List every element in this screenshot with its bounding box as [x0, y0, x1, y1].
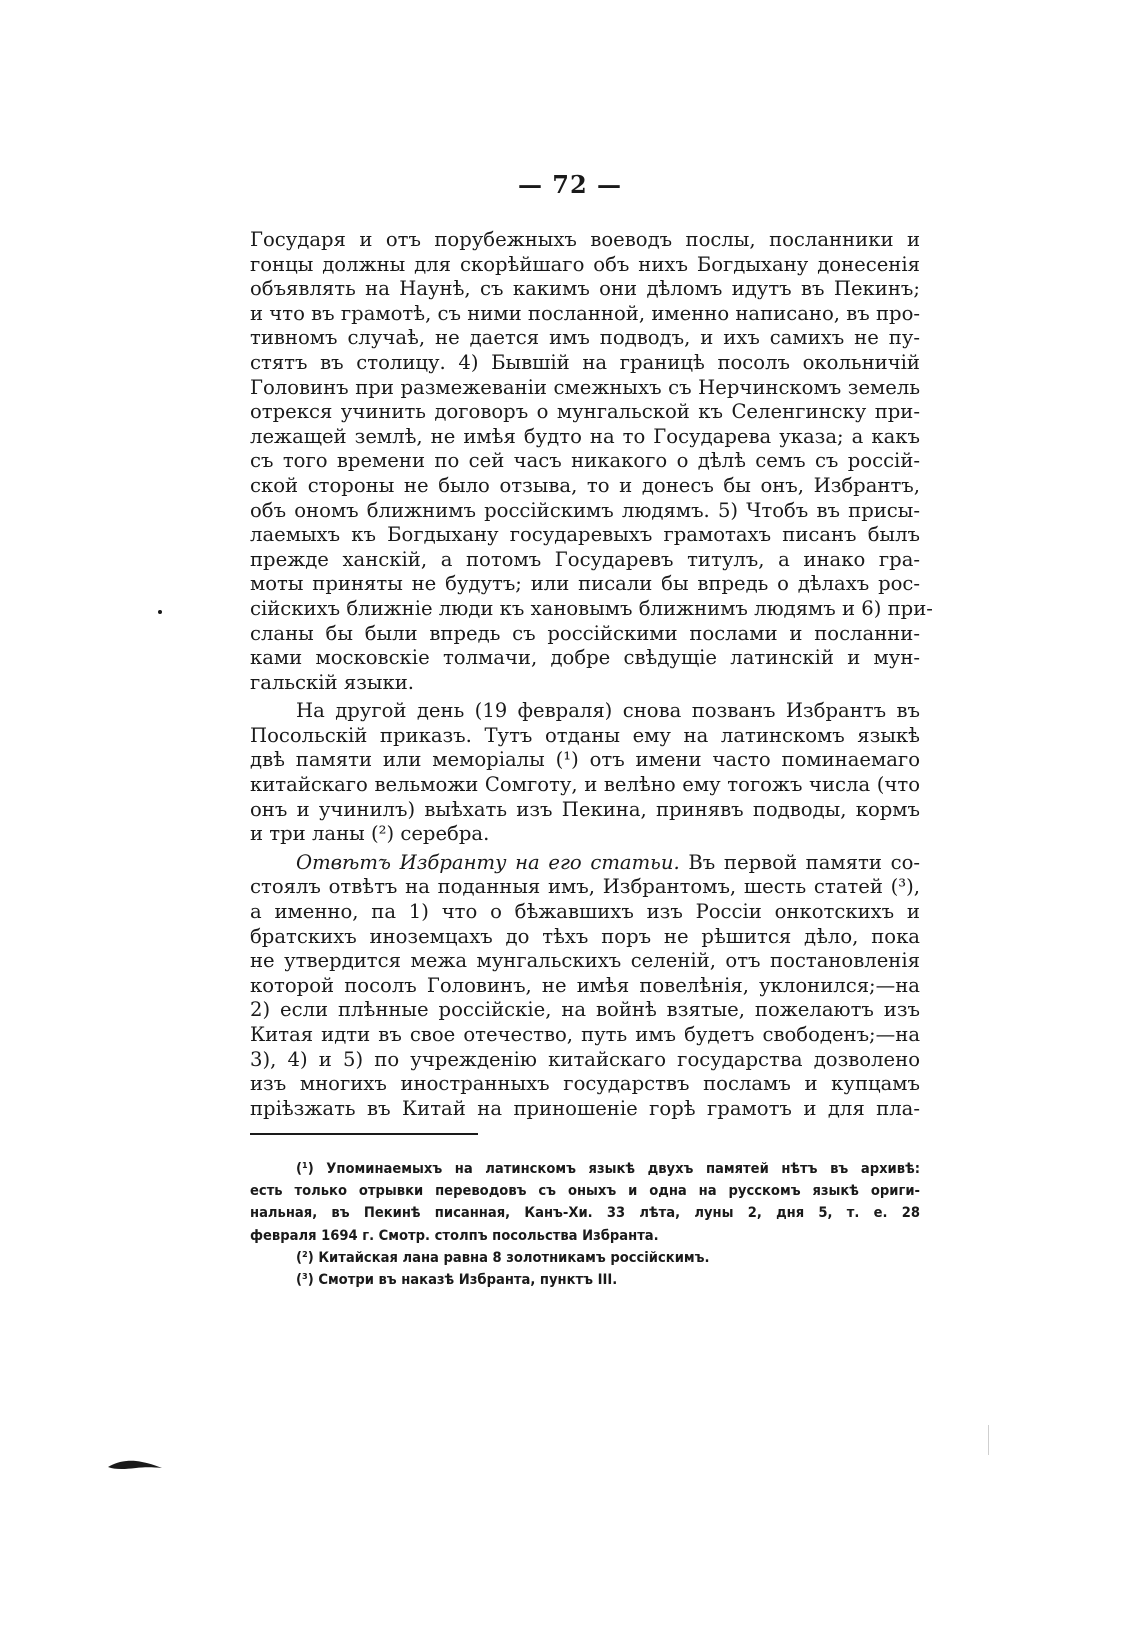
- text-line: На другой день (19 февраля) снова позванъ Избрантъ въ: [296, 699, 920, 723]
- text-line: Головинъ при размежеваніи смежныхъ съ Нерчинскомъ земель: [250, 375, 920, 399]
- text-line: которой посолъ Головинъ, не имѣя повелѣнія, уклонился;—на: [250, 973, 920, 997]
- text-line: сійскихъ ближніе люди къ хановымъ ближнимъ людямъ и 6) при-: [250, 596, 933, 620]
- text-line: братскихъ иноземцахъ до тѣхъ поръ не рѣшится дѣло, пока: [250, 924, 920, 948]
- text-line: а именно, па 1) что о бѣжавшихъ изъ Россіи онкотскихъ и: [250, 900, 920, 924]
- text-line: и три ланы (²) серебра.: [250, 822, 490, 846]
- text-line: ской стороны не было отзыва, то и донесъ бы онъ, Избрантъ,: [250, 473, 920, 497]
- text-line: [250, 851, 920, 876]
- footnote-2: [250, 1247, 920, 1269]
- text-line: стоялъ отвѣтъ на поданныя имъ, Избрантомъ, шесть статей (³),: [250, 875, 920, 899]
- text-line: гальскій языки.: [250, 670, 415, 694]
- text-line: 3), 4) и 5) по учрежденію китайскаго государства дозволено: [250, 1047, 920, 1071]
- text-line: 2) если плѣнные россійскіе, на войнѣ взятые, пожелаютъ изъ: [250, 998, 920, 1022]
- text-line: Китая идти въ свое отечество, путь имъ будетъ свободенъ;—на: [250, 1023, 920, 1046]
- footnote-line: есть только отрывки переводовъ съ оныхъ и одна на русскомъ языкѣ ориги-: [250, 1182, 920, 1200]
- text-line: лаемыхъ къ Богдыхану государевыхъ грамотахъ писанъ былъ: [250, 523, 920, 547]
- text-line: тивномъ случаѣ, не дается имъ подводъ, и ихъ самихъ не пу-: [250, 326, 920, 350]
- text-line: съ того времени по сей часъ никакого о дѣлѣ семъ съ россій-: [250, 449, 920, 473]
- scan-speck: [158, 610, 162, 614]
- text-line: ками московскіе толмачи, добре свѣдущіе латинскій и мун-: [250, 646, 920, 670]
- paragraph-second: [250, 699, 920, 847]
- footnote-line: нальная, въ Пекинѣ писанная, Канъ-Хи. 33 лѣта, луны 2, дня 5, т. е. 28: [250, 1204, 920, 1222]
- paragraph-continuation: [250, 228, 933, 695]
- paragraph-third: [250, 851, 920, 1122]
- text-line: объявлять на Наунѣ, съ какимъ они дѣломъ идутъ въ Пекинъ;: [250, 277, 920, 301]
- text-line: объ ономъ ближнимъ россійскимъ людямъ. 5) Чтобъ въ присы-: [250, 498, 920, 522]
- text-line: стятъ въ столицу. 4) Бывшій на границѣ посолъ окольничій: [250, 350, 920, 374]
- section-heading: Отвѣтъ Избранту на его статьи.: [296, 850, 680, 874]
- text-line: онъ и учинилъ) выѣхать изъ Пекина, принявъ подводы, кормъ: [250, 797, 920, 821]
- footnote-3: [250, 1269, 920, 1291]
- footnotes: [250, 1158, 920, 1291]
- footnote-line: (²) Китайская лана равна 8 золотникамъ россійскимъ.: [296, 1248, 710, 1266]
- scan-speck: [988, 1425, 989, 1455]
- text-fragment: Въ первой памяти со-: [679, 850, 920, 874]
- footnote-divider: [250, 1133, 478, 1135]
- text-line: Посольскій приказъ. Тутъ отданы ему на латинскомъ языкѣ: [250, 723, 920, 747]
- text-line: китайскаго вельможи Сомготу, и велѣно ему тогожъ числа (что: [250, 773, 920, 797]
- footnote-line: февраля 1694 г. Смотр. столпъ посольства Избранта.: [250, 1226, 659, 1244]
- text-line: гонцы должны для скорѣйшаго объ нихъ Богдыхану донесенія: [250, 252, 920, 276]
- ink-blot-mark: [108, 1458, 162, 1472]
- main-text: [250, 228, 933, 1121]
- text-line: отрекся учинить договоръ о мунгальской къ Селенгинску при-: [250, 400, 920, 424]
- text-line: моты приняты не будутъ; или писали бы впредь о дѣлахъ рос-: [250, 572, 920, 596]
- text-line: сланы бы были впредь съ россійскими послами и посланни-: [250, 621, 920, 645]
- text-line: двѣ памяти или меморіалы (¹) отъ имени часто поминаемаго: [250, 748, 920, 772]
- footnote-line: (³) Смотри въ наказѣ Избранта, пунктъ III.: [296, 1271, 618, 1289]
- text-line: Государя и отъ порубежныхъ воеводъ послы, посланники и: [250, 228, 920, 251]
- page-number: — 72 —: [517, 170, 623, 199]
- footnote-line: (¹) Упоминаемыхъ на латинскомъ языкѣ двухъ памятей нѣтъ въ архивѣ:: [296, 1160, 920, 1177]
- text-line: лежащей землѣ, не имѣя будто на то Государева указа; а какъ: [250, 424, 920, 448]
- text-line: прежде ханскій, а потомъ Государевъ титулъ, а инако гра-: [250, 547, 920, 571]
- text-line: не утвердится межа мунгальскихъ селеній, отъ постановленія: [250, 949, 920, 973]
- footnote-1: [250, 1158, 920, 1247]
- text-line: изъ многихъ иностранныхъ государствъ посламъ и купцамъ: [250, 1072, 920, 1096]
- text-line: пріѣзжать въ Китай на приношеніе горѣ грамотъ и для пла-: [250, 1096, 920, 1120]
- text-line: и что въ грамотѣ, съ ними посланной, именно написано, въ про-: [250, 301, 920, 325]
